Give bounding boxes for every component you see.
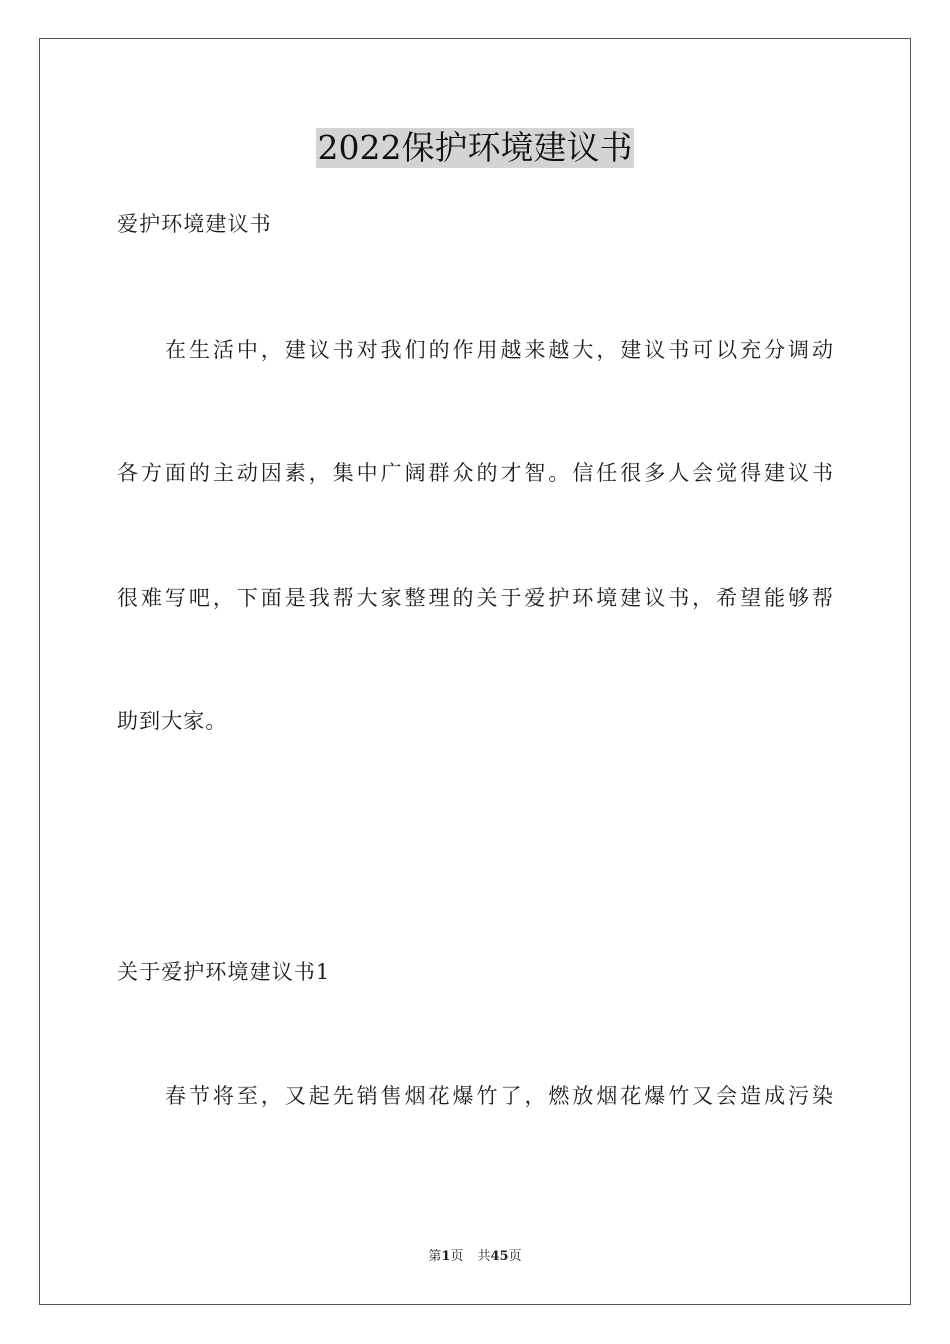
total-suffix: 页 — [508, 1249, 522, 1264]
page-prefix: 第 — [428, 1249, 442, 1264]
title-container — [0, 128, 950, 168]
intro-paragraph-line-4: 助到大家。 — [117, 709, 228, 733]
intro-paragraph-line-2: 各方面的主动因素，集中广阔群众的才智。信任很多人会觉得建议书 — [117, 461, 833, 485]
intro-paragraph-line-3: 很难写吧，下面是我帮大家整理的关于爱护环境建议书，希望能够帮 — [117, 586, 833, 610]
section-paragraph-line-1: 春节将至，又起先销售烟花爆竹了，燃放烟花爆竹又会造成污染 — [165, 1084, 833, 1108]
section-heading: 关于爱护环境建议书1 — [117, 960, 331, 984]
page-suffix: 页 — [450, 1249, 464, 1264]
page-number: 1 — [441, 1249, 451, 1264]
total-pages: 45 — [490, 1249, 509, 1264]
page-footer — [0, 1248, 950, 1266]
intro-paragraph-line-1: 在生活中，建议书对我们的作用越来越大，建议书可以充分调动 — [165, 338, 833, 362]
document-subtitle: 爱护环境建议书 — [117, 212, 272, 236]
document-title: 2022保护环境建议书 — [317, 128, 633, 167]
total-prefix: 共 — [477, 1249, 491, 1264]
